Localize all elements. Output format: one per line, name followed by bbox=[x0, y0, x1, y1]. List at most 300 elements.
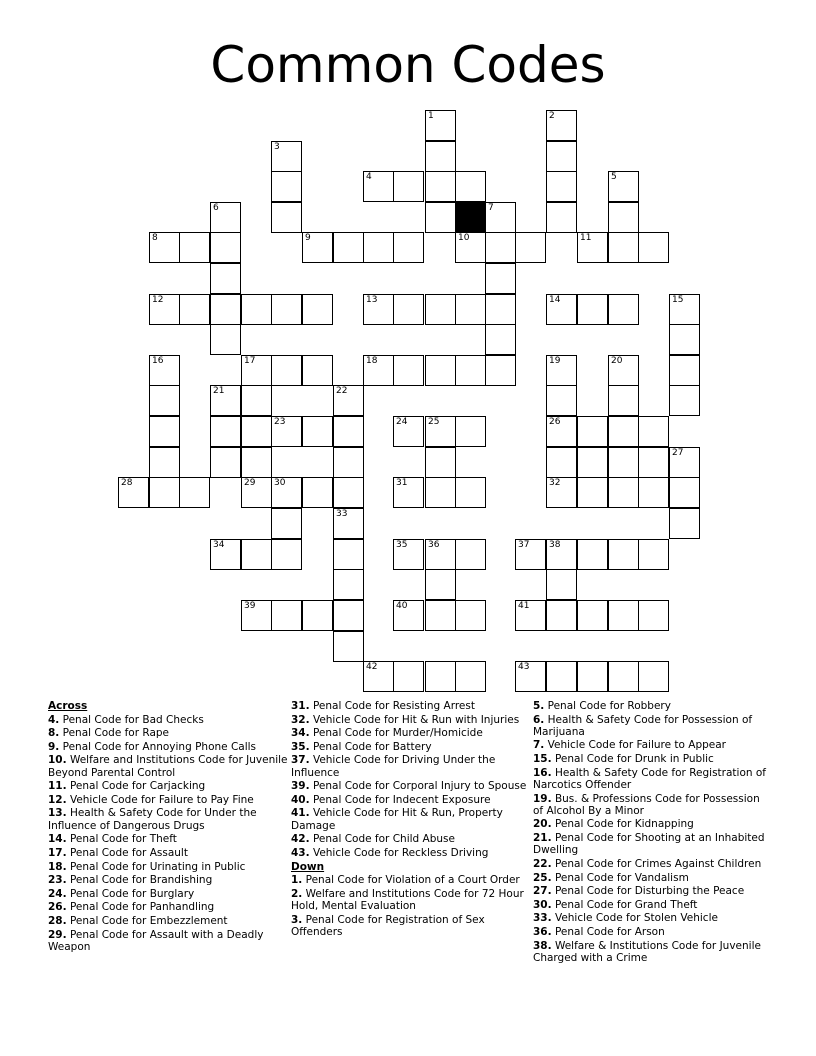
cell-number: 2 bbox=[549, 111, 555, 121]
grid-cell[interactable] bbox=[485, 294, 516, 325]
cell-number: 17 bbox=[244, 356, 256, 366]
grid-cell[interactable] bbox=[546, 110, 577, 141]
across-heading: Across bbox=[48, 700, 88, 712]
grid-cell[interactable] bbox=[425, 447, 456, 478]
clue-number: 22. bbox=[533, 857, 552, 870]
grid-cell[interactable] bbox=[210, 539, 241, 570]
grid-cell[interactable] bbox=[669, 294, 700, 325]
grid-cell[interactable] bbox=[455, 416, 486, 447]
cell-number: 25 bbox=[428, 417, 440, 427]
grid-cell[interactable] bbox=[425, 416, 456, 447]
cell-number: 35 bbox=[396, 540, 408, 550]
clue-item bbox=[533, 714, 773, 739]
grid-cell[interactable] bbox=[608, 477, 639, 508]
grid-cell[interactable] bbox=[485, 324, 516, 355]
clue-number: 21. bbox=[533, 832, 552, 845]
clue-item bbox=[48, 901, 288, 913]
cell-number: 18 bbox=[366, 356, 378, 366]
grid-cell[interactable] bbox=[546, 600, 577, 631]
black-cell bbox=[455, 202, 486, 233]
grid-cell[interactable] bbox=[546, 477, 577, 508]
grid-cell[interactable] bbox=[333, 508, 364, 539]
grid-cell[interactable] bbox=[333, 385, 364, 416]
clue-text: Health & Safety Code for Under the Influence of Dangerous Drugs bbox=[48, 807, 257, 832]
clue-item bbox=[291, 874, 531, 886]
clue-item bbox=[291, 794, 531, 806]
grid-cell[interactable] bbox=[149, 294, 180, 325]
clue-text: Penal Code for Rape bbox=[59, 727, 170, 740]
grid-cell[interactable] bbox=[455, 477, 486, 508]
grid-cell[interactable] bbox=[393, 416, 424, 447]
cell-number: 9 bbox=[305, 233, 311, 243]
grid-cell[interactable] bbox=[669, 447, 700, 478]
grid-cell[interactable] bbox=[546, 539, 577, 570]
cell-number: 23 bbox=[274, 417, 286, 427]
grid-cell[interactable] bbox=[241, 600, 272, 631]
grid-cell[interactable] bbox=[393, 171, 424, 202]
grid-cell[interactable] bbox=[241, 539, 272, 570]
clue-number: 36. bbox=[533, 925, 552, 938]
clue-number: 17. bbox=[48, 846, 67, 859]
grid-cell[interactable] bbox=[333, 447, 364, 478]
clue-number: 30. bbox=[533, 898, 552, 911]
clue-number: 24. bbox=[48, 887, 67, 900]
clue-text: Penal Code for Child Abuse bbox=[309, 833, 455, 846]
grid-cell[interactable] bbox=[333, 569, 364, 600]
grid-cell[interactable] bbox=[515, 600, 546, 631]
grid-cell[interactable] bbox=[210, 416, 241, 447]
clue-text: Penal Code for Battery bbox=[309, 740, 432, 753]
clue-item bbox=[533, 793, 773, 818]
grid-cell[interactable] bbox=[333, 539, 364, 570]
grid-cell[interactable] bbox=[271, 171, 302, 202]
grid-cell[interactable] bbox=[577, 661, 608, 692]
grid-cell[interactable] bbox=[333, 477, 364, 508]
clue-item bbox=[48, 929, 288, 954]
grid-cell[interactable] bbox=[638, 232, 669, 263]
clue-item bbox=[48, 714, 288, 726]
grid-cell[interactable] bbox=[455, 600, 486, 631]
grid-cell[interactable] bbox=[210, 324, 241, 355]
clue-item bbox=[533, 926, 773, 938]
clue-number: 23. bbox=[48, 874, 67, 887]
grid-cell[interactable] bbox=[515, 539, 546, 570]
clue-item bbox=[533, 818, 773, 830]
grid-cell[interactable] bbox=[302, 232, 333, 263]
clue-text: Penal Code for Theft bbox=[66, 833, 177, 846]
clue-number: 8. bbox=[48, 727, 60, 740]
clue-number: 39. bbox=[291, 780, 310, 793]
grid-cell[interactable] bbox=[241, 355, 272, 386]
grid-cell[interactable] bbox=[363, 661, 394, 692]
clue-item bbox=[48, 741, 288, 753]
grid-cell[interactable] bbox=[333, 631, 364, 662]
clue-item bbox=[533, 912, 773, 924]
grid-cell[interactable] bbox=[149, 447, 180, 478]
down-heading: Down bbox=[291, 860, 325, 873]
grid-cell[interactable] bbox=[638, 600, 669, 631]
grid-cell[interactable] bbox=[149, 385, 180, 416]
clue-text: Penal Code for Arson bbox=[551, 925, 665, 938]
grid-cell[interactable] bbox=[425, 355, 456, 386]
cell-number: 24 bbox=[396, 417, 408, 427]
clue-item bbox=[291, 741, 531, 753]
clue-number: 5. bbox=[533, 700, 545, 712]
grid-cell[interactable] bbox=[118, 477, 149, 508]
clue-column-3 bbox=[533, 700, 773, 965]
clue-number: 19. bbox=[533, 792, 552, 805]
grid-cell[interactable] bbox=[393, 477, 424, 508]
clue-item bbox=[48, 754, 288, 779]
clue-text: Welfare and Institutions Code for Juvenile Beyond Parental Control bbox=[48, 754, 288, 779]
grid-cell[interactable] bbox=[425, 569, 456, 600]
grid-cell[interactable] bbox=[608, 661, 639, 692]
grid-cell[interactable] bbox=[149, 355, 180, 386]
clue-item bbox=[48, 833, 288, 845]
grid-cell[interactable] bbox=[425, 171, 456, 202]
clue-text: Penal Code for Kidnapping bbox=[551, 818, 694, 831]
cell-number: 5 bbox=[611, 172, 617, 182]
clue-item bbox=[291, 780, 531, 792]
clue-text: Penal Code for Vandalism bbox=[551, 871, 689, 884]
cell-number: 37 bbox=[518, 540, 530, 550]
grid-cell[interactable] bbox=[608, 385, 639, 416]
grid-cell[interactable] bbox=[363, 294, 394, 325]
grid-cell[interactable] bbox=[302, 355, 333, 386]
grid-cell[interactable] bbox=[271, 141, 302, 172]
clue-number: 40. bbox=[291, 793, 310, 806]
grid-cell[interactable] bbox=[577, 294, 608, 325]
clue-number: 6. bbox=[533, 713, 545, 726]
grid-cell[interactable] bbox=[669, 477, 700, 508]
grid-cell[interactable] bbox=[577, 232, 608, 263]
clue-text: Penal Code for Carjacking bbox=[66, 780, 206, 793]
grid-cell[interactable] bbox=[546, 385, 577, 416]
clue-text: Vehicle Code for Failure to Pay Fine bbox=[66, 793, 254, 806]
clue-number: 34. bbox=[291, 727, 310, 740]
clue-text: Vehicle Code for Hit & Run with Injuries bbox=[309, 713, 520, 726]
clue-text: Vehicle Code for Reckless Driving bbox=[309, 846, 489, 859]
cell-number: 41 bbox=[518, 601, 530, 611]
grid-cell[interactable] bbox=[271, 539, 302, 570]
clue-item bbox=[291, 754, 531, 779]
grid-cell[interactable] bbox=[333, 232, 364, 263]
grid-cell[interactable] bbox=[149, 477, 180, 508]
clue-text: Penal Code for Panhandling bbox=[66, 901, 215, 914]
grid-cell[interactable] bbox=[608, 294, 639, 325]
grid-cell[interactable] bbox=[241, 447, 272, 478]
grid-cell[interactable] bbox=[608, 202, 639, 233]
grid-cell[interactable] bbox=[608, 600, 639, 631]
grid-cell[interactable] bbox=[485, 355, 516, 386]
clue-number: 11. bbox=[48, 780, 67, 793]
clue-text: Vehicle Code for Stolen Vehicle bbox=[551, 912, 718, 925]
grid-cell[interactable] bbox=[425, 661, 456, 692]
clue-number: 29. bbox=[48, 928, 67, 941]
cell-number: 4 bbox=[366, 172, 372, 182]
cell-number: 8 bbox=[152, 233, 158, 243]
grid-cell[interactable] bbox=[271, 202, 302, 233]
clue-number: 26. bbox=[48, 901, 67, 914]
grid-cell[interactable] bbox=[546, 141, 577, 172]
clue-item bbox=[533, 940, 773, 965]
cell-number: 19 bbox=[549, 356, 561, 366]
grid-cell[interactable] bbox=[546, 661, 577, 692]
clue-text: Penal Code for Indecent Exposure bbox=[309, 793, 491, 806]
grid-cell[interactable] bbox=[546, 171, 577, 202]
clue-text: Penal Code for Crimes Against Children bbox=[551, 857, 762, 870]
cell-number: 14 bbox=[549, 295, 561, 305]
grid-cell[interactable] bbox=[271, 508, 302, 539]
grid-cell[interactable] bbox=[210, 232, 241, 263]
clue-item bbox=[48, 915, 288, 927]
cell-number: 10 bbox=[458, 233, 470, 243]
clue-text: Penal Code for Brandishing bbox=[66, 874, 213, 887]
grid-cell[interactable] bbox=[608, 232, 639, 263]
grid-cell[interactable] bbox=[546, 294, 577, 325]
grid-cell[interactable] bbox=[149, 416, 180, 447]
grid-cell[interactable] bbox=[393, 232, 424, 263]
grid-cell[interactable] bbox=[577, 477, 608, 508]
cell-number: 11 bbox=[580, 233, 592, 243]
grid-cell[interactable] bbox=[363, 355, 394, 386]
cell-number: 26 bbox=[549, 417, 561, 427]
clue-number: 41. bbox=[291, 807, 310, 820]
clue-column-2 bbox=[291, 700, 531, 940]
grid-cell[interactable] bbox=[363, 171, 394, 202]
clue-text: Penal Code for Assault with a Deadly Weapon bbox=[48, 928, 264, 953]
grid-cell[interactable] bbox=[241, 477, 272, 508]
clue-number: 35. bbox=[291, 740, 310, 753]
cell-number: 20 bbox=[611, 356, 623, 366]
clue-number: 33. bbox=[533, 912, 552, 925]
clue-item bbox=[48, 807, 288, 832]
grid-cell[interactable] bbox=[546, 416, 577, 447]
cell-number: 1 bbox=[428, 111, 434, 121]
grid-cell[interactable] bbox=[546, 447, 577, 478]
clue-number: 1. bbox=[291, 874, 303, 887]
clue-text: Vehicle Code for Hit & Run, Property Damage bbox=[291, 807, 503, 832]
cell-number: 29 bbox=[244, 478, 256, 488]
grid-cell[interactable] bbox=[608, 355, 639, 386]
grid-cell[interactable] bbox=[455, 232, 486, 263]
grid-cell[interactable] bbox=[393, 294, 424, 325]
clue-item bbox=[533, 739, 773, 751]
grid-cell[interactable] bbox=[179, 477, 210, 508]
grid-cell[interactable] bbox=[669, 355, 700, 386]
grid-cell[interactable] bbox=[455, 661, 486, 692]
clue-item bbox=[291, 727, 531, 739]
grid-cell[interactable] bbox=[669, 508, 700, 539]
clue-item bbox=[48, 861, 288, 873]
grid-cell[interactable] bbox=[393, 600, 424, 631]
grid-cell[interactable] bbox=[271, 600, 302, 631]
clue-number: 32. bbox=[291, 713, 310, 726]
clue-number: 15. bbox=[533, 753, 552, 766]
grid-cell[interactable] bbox=[669, 324, 700, 355]
clue-number: 3. bbox=[291, 913, 303, 926]
clue-item bbox=[533, 858, 773, 870]
grid-cell[interactable] bbox=[669, 385, 700, 416]
grid-cell[interactable] bbox=[425, 110, 456, 141]
grid-cell[interactable] bbox=[546, 202, 577, 233]
grid-cell[interactable] bbox=[425, 141, 456, 172]
grid-cell[interactable] bbox=[241, 385, 272, 416]
grid-cell[interactable] bbox=[546, 569, 577, 600]
clue-text: Vehicle Code for Driving Under the Influence bbox=[291, 754, 496, 779]
grid-cell[interactable] bbox=[271, 294, 302, 325]
clue-text: Penal Code for Robbery bbox=[544, 700, 671, 712]
grid-cell[interactable] bbox=[210, 263, 241, 294]
grid-cell[interactable] bbox=[210, 447, 241, 478]
clue-text: Penal Code for Disturbing the Peace bbox=[551, 885, 745, 898]
clue-text: Health & Safety Code for Possession of Marijuana bbox=[533, 713, 753, 738]
cell-number: 31 bbox=[396, 478, 408, 488]
cell-number: 13 bbox=[366, 295, 378, 305]
grid-cell[interactable] bbox=[455, 539, 486, 570]
grid-cell[interactable] bbox=[608, 171, 639, 202]
grid-cell[interactable] bbox=[515, 661, 546, 692]
cell-number: 38 bbox=[549, 540, 561, 550]
clue-text: Penal Code for Murder/Homicide bbox=[309, 727, 483, 740]
grid-cell[interactable] bbox=[425, 202, 456, 233]
clue-number: 20. bbox=[533, 818, 552, 831]
clue-text: Vehicle Code for Failure to Appear bbox=[544, 739, 727, 752]
grid-cell[interactable] bbox=[425, 539, 456, 570]
cell-number: 34 bbox=[213, 540, 225, 550]
grid-cell[interactable] bbox=[425, 477, 456, 508]
grid-cell[interactable] bbox=[393, 355, 424, 386]
cell-number: 7 bbox=[488, 203, 494, 213]
grid-cell[interactable] bbox=[577, 447, 608, 478]
clue-number: 38. bbox=[533, 939, 552, 952]
clue-item bbox=[533, 700, 773, 712]
grid-cell[interactable] bbox=[302, 477, 333, 508]
grid-cell[interactable] bbox=[210, 294, 241, 325]
clue-text: Penal Code for Grand Theft bbox=[551, 898, 698, 911]
clue-item bbox=[533, 885, 773, 897]
clue-number: 18. bbox=[48, 860, 67, 873]
grid-cell[interactable] bbox=[577, 600, 608, 631]
clue-text: Penal Code for Embezzlement bbox=[66, 914, 228, 927]
grid-cell[interactable] bbox=[638, 539, 669, 570]
grid-cell[interactable] bbox=[393, 661, 424, 692]
grid-cell[interactable] bbox=[241, 294, 272, 325]
clue-text: Penal Code for Bad Checks bbox=[59, 713, 204, 726]
grid-cell[interactable] bbox=[302, 416, 333, 447]
grid-cell[interactable] bbox=[638, 477, 669, 508]
grid-cell[interactable] bbox=[485, 263, 516, 294]
clue-item bbox=[291, 807, 531, 832]
grid-cell[interactable] bbox=[393, 539, 424, 570]
cell-number: 27 bbox=[672, 448, 684, 458]
grid-cell[interactable] bbox=[179, 232, 210, 263]
grid-cell[interactable] bbox=[577, 416, 608, 447]
clue-item bbox=[48, 794, 288, 806]
clue-item bbox=[533, 753, 773, 765]
grid-cell[interactable] bbox=[455, 171, 486, 202]
grid-cell[interactable] bbox=[608, 447, 639, 478]
clue-text: Health & Safety Code for Registration of Narcotics Offender bbox=[533, 766, 766, 791]
grid-cell[interactable] bbox=[210, 202, 241, 233]
cell-number: 43 bbox=[518, 662, 530, 672]
grid-cell[interactable] bbox=[149, 232, 180, 263]
grid-cell[interactable] bbox=[515, 232, 546, 263]
clue-number: 12. bbox=[48, 793, 67, 806]
grid-cell[interactable] bbox=[363, 232, 394, 263]
grid-cell[interactable] bbox=[302, 600, 333, 631]
clue-number: 14. bbox=[48, 833, 67, 846]
clue-number: 13. bbox=[48, 807, 67, 820]
clue-item bbox=[291, 833, 531, 845]
grid-cell[interactable] bbox=[608, 416, 639, 447]
clue-item bbox=[48, 888, 288, 900]
grid-cell[interactable] bbox=[455, 294, 486, 325]
clue-item bbox=[533, 899, 773, 911]
clue-item bbox=[533, 872, 773, 884]
clue-number: 28. bbox=[48, 914, 67, 927]
clue-number: 9. bbox=[48, 740, 60, 753]
clue-number: 31. bbox=[291, 700, 310, 712]
clue-number: 37. bbox=[291, 754, 310, 767]
grid-cell[interactable] bbox=[425, 600, 456, 631]
grid-cell[interactable] bbox=[638, 661, 669, 692]
clue-number: 10. bbox=[48, 754, 67, 767]
clue-number: 2. bbox=[291, 887, 303, 900]
cell-number: 15 bbox=[672, 295, 684, 305]
cell-number: 21 bbox=[213, 386, 225, 396]
clue-column-1 bbox=[48, 700, 288, 954]
grid-cell[interactable] bbox=[302, 294, 333, 325]
grid-cell[interactable] bbox=[241, 416, 272, 447]
clue-text: Penal Code for Resisting Arrest bbox=[309, 700, 475, 712]
grid-cell[interactable] bbox=[425, 294, 456, 325]
clue-text: Penal Code for Shooting at an Inhabited Dwelling bbox=[533, 832, 765, 857]
grid-cell[interactable] bbox=[271, 355, 302, 386]
grid-cell[interactable] bbox=[638, 447, 669, 478]
grid-cell[interactable] bbox=[455, 355, 486, 386]
clue-text: Penal Code for Violation of a Court Order bbox=[302, 874, 520, 887]
clue-text: Penal Code for Annoying Phone Calls bbox=[59, 740, 257, 753]
clue-item bbox=[48, 847, 288, 859]
clue-number: 25. bbox=[533, 871, 552, 884]
grid-cell[interactable] bbox=[485, 202, 516, 233]
grid-cell[interactable] bbox=[210, 385, 241, 416]
grid-cell[interactable] bbox=[638, 416, 669, 447]
clue-number: 42. bbox=[291, 833, 310, 846]
clue-item bbox=[533, 832, 773, 857]
grid-cell[interactable] bbox=[271, 416, 302, 447]
cell-number: 3 bbox=[274, 142, 280, 152]
grid-cell[interactable] bbox=[608, 539, 639, 570]
grid-cell[interactable] bbox=[333, 416, 364, 447]
cell-number: 22 bbox=[336, 386, 348, 396]
cell-number: 36 bbox=[428, 540, 440, 550]
clue-number: 16. bbox=[533, 766, 552, 779]
cell-number: 30 bbox=[274, 478, 286, 488]
grid-cell[interactable] bbox=[546, 355, 577, 386]
clue-text: Penal Code for Drunk in Public bbox=[551, 753, 714, 766]
cell-number: 32 bbox=[549, 478, 561, 488]
grid-cell[interactable] bbox=[577, 539, 608, 570]
grid-cell[interactable] bbox=[485, 232, 516, 263]
clue-text: Penal Code for Burglary bbox=[66, 887, 195, 900]
cell-number: 16 bbox=[152, 356, 164, 366]
grid-cell[interactable] bbox=[333, 600, 364, 631]
clue-text: Penal Code for Registration of Sex Offenders bbox=[291, 913, 485, 938]
grid-cell[interactable] bbox=[179, 294, 210, 325]
grid-cell[interactable] bbox=[271, 477, 302, 508]
